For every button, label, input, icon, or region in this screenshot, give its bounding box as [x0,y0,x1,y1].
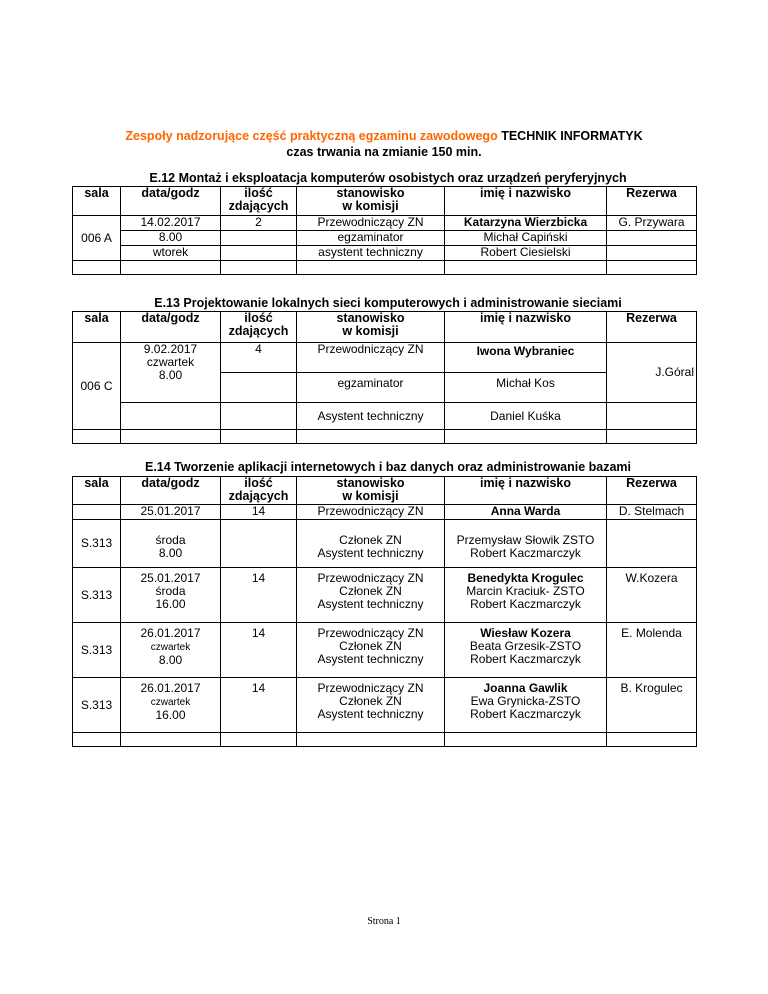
table-row [73,623,697,678]
sala-cell: S.313 [73,568,121,623]
col-rezerwa: Rezerwa [607,477,697,505]
col-rezerwa: Rezerwa [607,187,697,216]
table-row [73,231,697,246]
col-imie: imię i nazwisko [445,187,607,216]
col-rezerwa: Rezerwa [607,312,697,343]
date-cell: 14.02.2017 [121,216,221,231]
role-cell: Przewodniczący ZN [297,343,445,373]
title-profession: TECHNIK INFORMATYK [501,129,643,143]
name-cell: Przemysław Słowik ZSTO Robert Kaczmarczyk [445,520,607,568]
role-cell: egzaminator [297,231,445,246]
document-title [0,129,768,143]
role-cell: Asystent techniczny [297,403,445,430]
sala-cell: 006 C [73,343,121,430]
table-row [73,246,697,261]
col-data: data/godz [121,477,221,505]
datetime-cell: 9.02.2017 czwartek 8.00 [121,343,221,403]
day-cell: wtorek [121,246,221,261]
col-imie: imię i nazwisko [445,477,607,505]
col-stanowisko: stanowisko w komisji [297,312,445,343]
col-imie: imię i nazwisko [445,312,607,343]
reserve-cell: D. Stelmach [607,505,697,520]
table-row [73,505,697,520]
name-cell: Iwona Wybraniec [445,343,607,373]
name-cell: Joanna Gawlik Ewa Grynicka-ZSTO Robert Kaczmarczyk [445,678,607,733]
col-sala: sala [73,187,121,216]
datetime-cell: 25.01.2017 środa 16.00 [121,568,221,623]
role-cell: Przewodniczący ZN Członek ZN Asystent techniczny [297,623,445,678]
count-cell: 2 [221,216,297,231]
name-cell: Robert Ciesielski [445,246,607,261]
count-cell: 14 [221,623,297,678]
col-stanowisko: stanowisko w komisji [297,477,445,505]
table-row [73,568,697,623]
page-number: Strona 1 [367,916,401,927]
e14-title: E.14 Tworzenie aplikacji internetowych i baz danych oraz administrowanie bazami [144,460,632,474]
sala-cell: 006 A [73,216,121,261]
role-cell: egzaminator [297,373,445,403]
name-cell: Anna Warda [445,505,607,520]
title-orange: Zespoły nadzorujące część praktyczną egzaminu zawodowego [125,129,498,143]
name-cell: Benedykta Krogulec Marcin Kraciuk- ZSTO Robert Kaczmarczyk [445,568,607,623]
col-stanowisko: stanowisko w komisji [297,187,445,216]
table-row [73,343,697,373]
name-cell: Michał Kos [445,373,607,403]
role-cell: Przewodniczący ZN [297,505,445,520]
date-cell: 25.01.2017 [121,505,221,520]
name-cell: Michał Capiński [445,231,607,246]
reserve-cell: B. Krogulec [607,678,697,733]
reserve-cell: J.Góral [607,343,697,403]
e13-header-row [73,312,697,343]
reserve-cell: W.Kozera [607,568,697,623]
e12-header-row [73,187,697,216]
sala-cell: S.313 [73,678,121,733]
count-cell: 14 [221,568,297,623]
role-cell: Członek ZN Asystent techniczny [297,520,445,568]
e13-table [72,311,697,444]
reserve-cell: E. Molenda [607,623,697,678]
count-cell: 14 [221,505,297,520]
sala-cell: S.313 [73,520,121,568]
sala-cell: S.313 [73,623,121,678]
table-row [73,261,697,275]
reserve-cell: G. Przywara [607,216,697,231]
col-sala: sala [73,312,121,343]
col-sala: sala [73,477,121,505]
col-ilosc: ilość zdających [221,312,297,343]
role-cell: asystent techniczny [297,246,445,261]
table-row [73,403,697,430]
count-cell: 14 [221,678,297,733]
datetime-cell: 26.01.2017 czwartek 16.00 [121,678,221,733]
col-ilosc: ilość zdających [221,187,297,216]
datetime-cell: środa 8.00 [121,520,221,568]
role-cell: Przewodniczący ZN Członek ZN Asystent techniczny [297,568,445,623]
count-cell: 4 [221,343,297,373]
datetime-cell: 26.01.2017 czwartek 8.00 [121,623,221,678]
table-row [73,733,697,747]
e12-title: E.12 Montaż i eksploatacja komputerów osobistych oraz urządzeń peryferyjnych [149,171,627,185]
e12-table [72,186,697,275]
document-subtitle: czas trwania na zmianie 150 min. [286,145,482,159]
table-row [73,520,697,568]
role-cell: Przewodniczący ZN [297,216,445,231]
name-cell: Katarzyna Wierzbicka [445,216,607,231]
col-data: data/godz [121,187,221,216]
table-row [73,216,697,231]
name-cell: Daniel Kuśka [445,403,607,430]
role-cell: Przewodniczący ZN Członek ZN Asystent techniczny [297,678,445,733]
table-row [73,678,697,733]
e14-table [72,476,697,747]
table-row [73,430,697,444]
col-data: data/godz [121,312,221,343]
e14-header-row [73,477,697,505]
e13-title: E.13 Projektowanie lokalnych sieci komputerowych i administrowanie sieciami [154,296,622,310]
col-ilosc: ilość zdających [221,477,297,505]
name-cell: Wiesław Kozera Beata Grzesik-ZSTO Robert Kaczmarczyk [445,623,607,678]
time-cell: 8.00 [121,231,221,246]
